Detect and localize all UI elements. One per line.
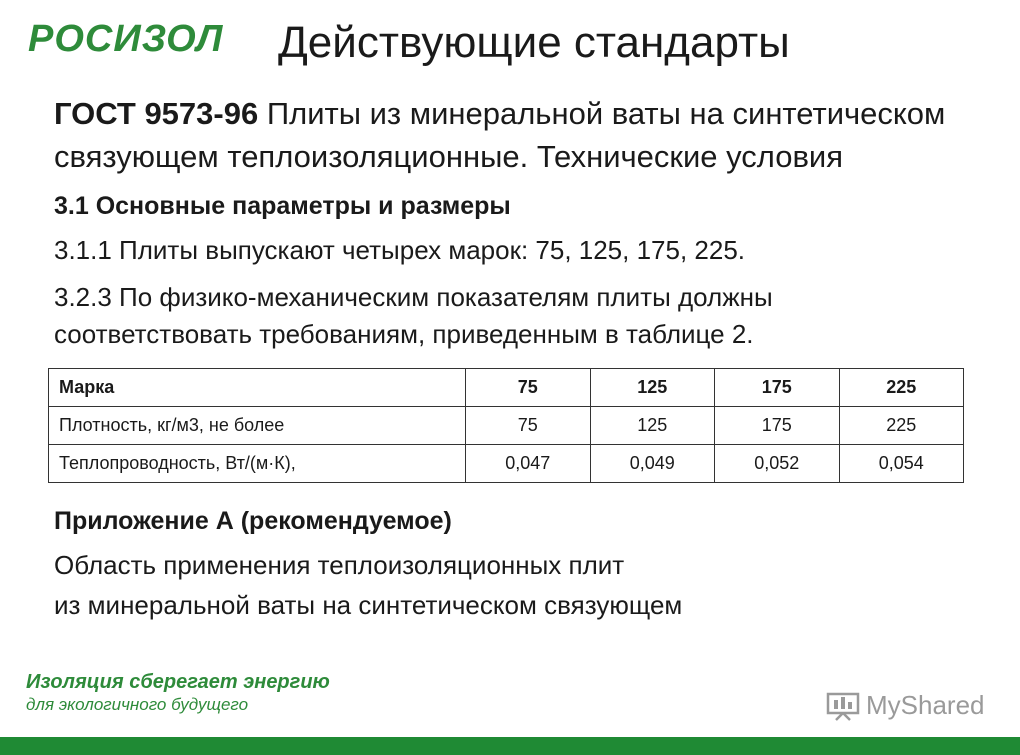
slogan-line-2: для экологичного будущего: [26, 695, 249, 714]
table-row: [49, 407, 964, 445]
gost-code: ГОСТ 9573-96: [54, 96, 259, 131]
slogan-line-1: Изоляция сберегает энергию: [26, 671, 330, 693]
presentation-board-icon: [826, 691, 860, 721]
page-title: Действующие стандарты: [278, 18, 790, 67]
paragraph-3-2-3: 3.2.3 По физико-механическим показателям плиты должны соответствовать требованиям, приведенным в таблице 2.: [54, 282, 773, 349]
section-title: 3.1 Основные параметры и размеры: [54, 192, 511, 220]
gost-description: Плиты из минеральной ваты на синтетическом связующем теплоизоляционные. Технические условия: [54, 96, 946, 174]
paragraph-3-1-1: 3.1.1 Плиты выпускают четырех марок: 75, 125, 175, 225.: [54, 235, 746, 265]
table-cell: 225: [839, 407, 964, 445]
table-cell: 0,049: [590, 445, 715, 483]
table-cell: 175: [715, 407, 840, 445]
footer-bar: [0, 737, 1020, 755]
table-cell: 125: [590, 407, 715, 445]
table-header-cell: Марка: [49, 369, 466, 407]
table-cell: 75: [466, 407, 591, 445]
logo-text-part2: ИЗОЛ: [113, 18, 224, 60]
table-cell: 0,054: [839, 445, 964, 483]
table-header-cell: 125: [590, 369, 715, 407]
table-cell: 0,047: [466, 445, 591, 483]
table-header-cell: 175: [715, 369, 840, 407]
table-header-cell: 75: [466, 369, 591, 407]
table-cell: Плотность, кг/м3, не более: [49, 407, 466, 445]
table-header-cell: 225: [839, 369, 964, 407]
table-cell: 0,052: [715, 445, 840, 483]
watermark: [826, 690, 985, 721]
appendix-title: Приложение А (рекомендуемое): [54, 507, 452, 535]
footer-slogan: [26, 670, 330, 716]
appendix-text: [54, 545, 974, 625]
gost-heading: [54, 92, 974, 178]
appendix-line-1: Область применения теплоизоляционных плит: [54, 550, 625, 580]
table-header-row: [49, 369, 964, 407]
appendix-line-2: из минеральной ваты на синтетическом связующем: [54, 590, 683, 620]
table-cell: Теплопроводность, Вт/(м·К),: [49, 445, 466, 483]
watermark-text: MyShared: [866, 690, 985, 720]
slide-content: [54, 92, 974, 625]
logo-text-part1: РОС: [28, 18, 114, 60]
table-row: [49, 445, 964, 483]
company-logo: [28, 18, 223, 61]
parameters-table: [48, 368, 964, 483]
